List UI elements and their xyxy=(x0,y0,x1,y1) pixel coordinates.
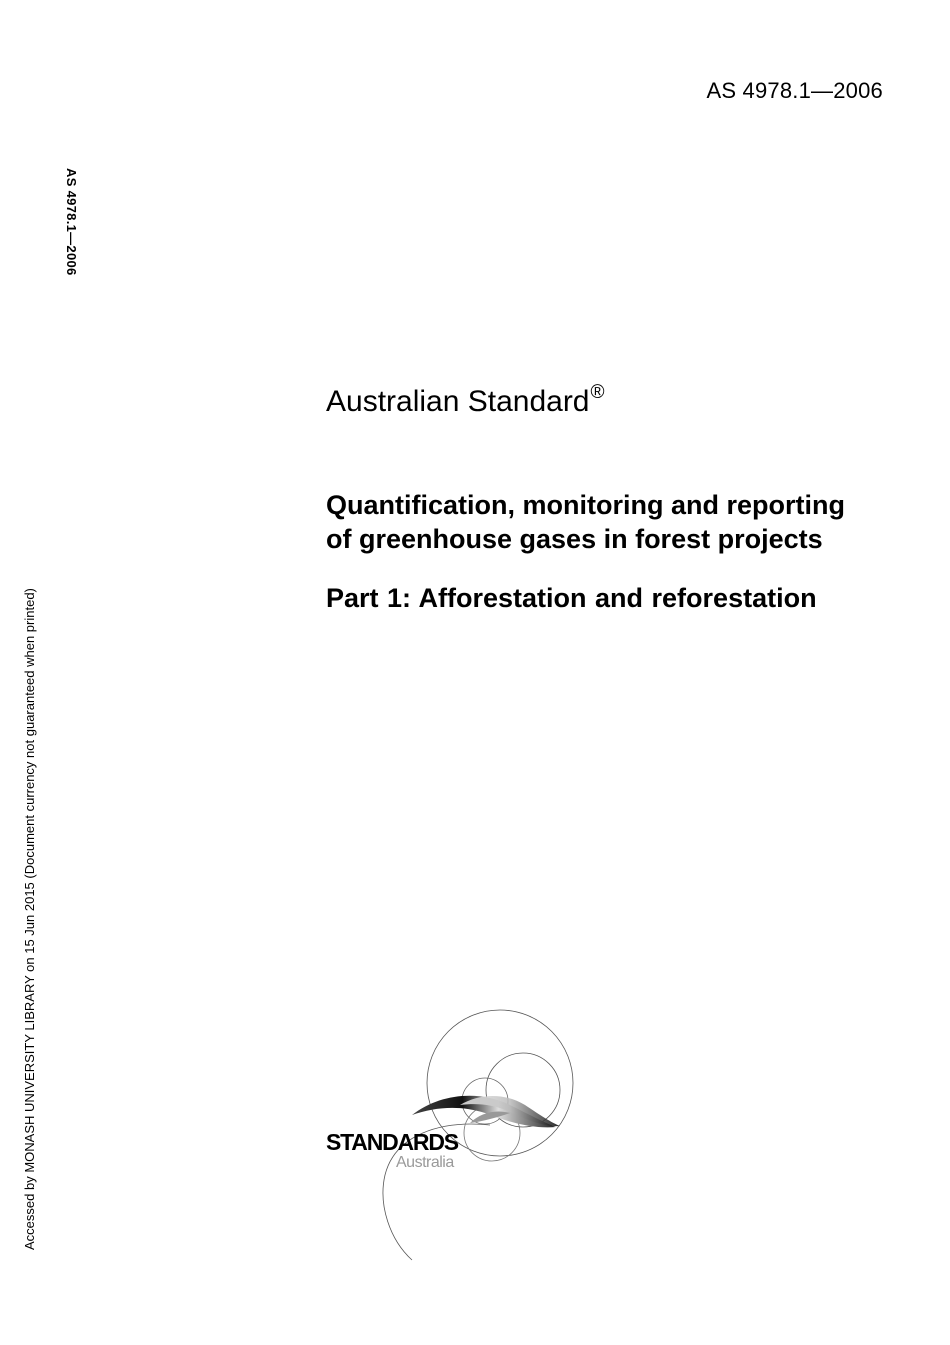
part-heading: Part 1: Afforestation and reforestation xyxy=(326,583,817,613)
series-heading xyxy=(326,384,605,419)
document-number: AS 4978.1—2006 xyxy=(706,78,883,103)
document-title xyxy=(326,488,906,556)
registered-mark: ® xyxy=(590,382,605,403)
spine-document-number: AS 4978.1—2006 xyxy=(64,168,79,276)
title-line-1: Quantification, monitoring and reporting xyxy=(326,490,845,520)
logo-wordmark: STANDARDS xyxy=(326,1129,458,1155)
title-line-2: of greenhouse gases in forest projects xyxy=(326,524,823,554)
spine-label xyxy=(63,168,83,298)
access-note: Accessed by MONASH UNIVERSITY LIBRARY on 15 Jun 2015 (Document currency not guaranteed when printed) xyxy=(22,588,37,1250)
series-name: Australian Standard xyxy=(326,385,590,418)
standards-australia-logo xyxy=(320,1005,590,1265)
logo-subtext: Australia xyxy=(396,1154,454,1171)
